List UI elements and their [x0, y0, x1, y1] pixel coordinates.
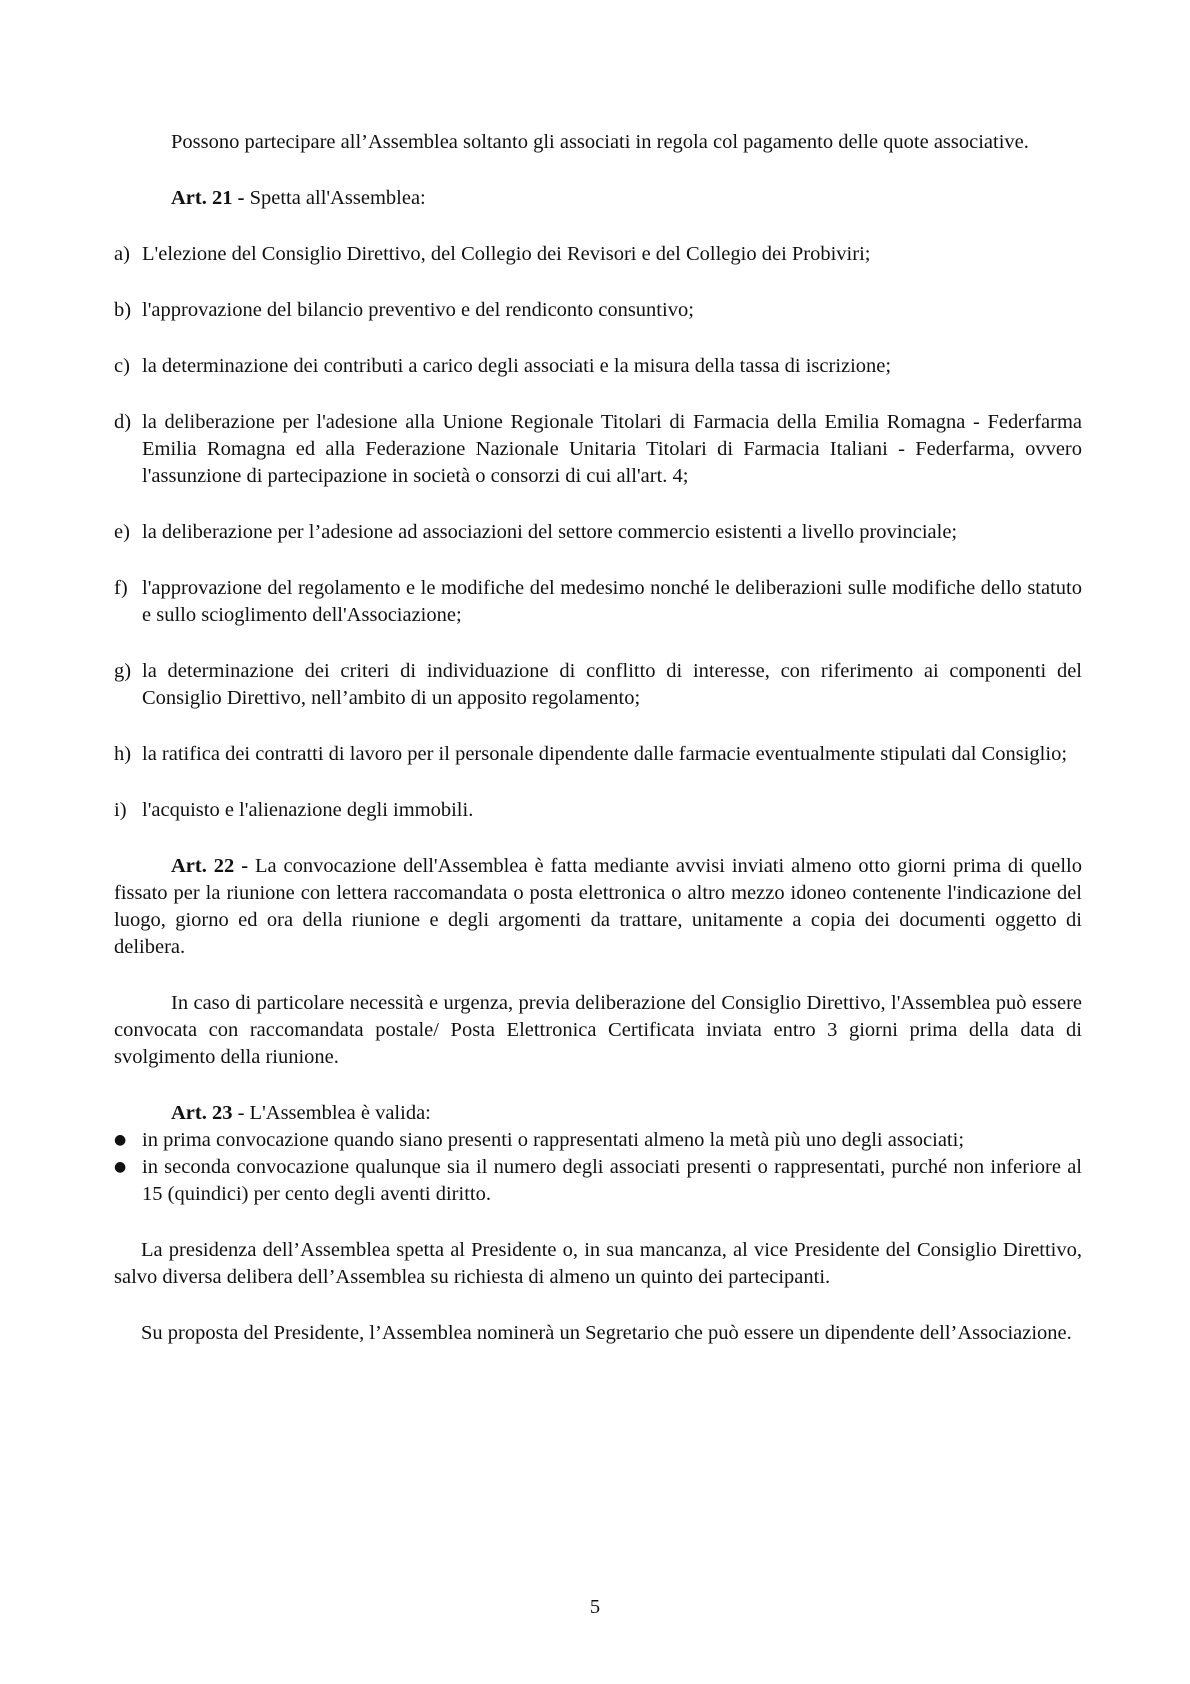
- list-item-text: la determinazione dei contributi a carico degli associati e la misura della tassa di iscrizione;: [142, 355, 892, 377]
- list-item-d: [114, 409, 1082, 490]
- list-item-text: la determinazione dei criteri di individuazione di conflitto di interesse, con riferimento ai componenti del Consiglio Direttivo, nell’ambito di un apposito regolamento;: [142, 660, 1082, 709]
- art-22-paragraph: [114, 853, 1082, 961]
- list-marker: g): [114, 660, 132, 682]
- list-item-text: la deliberazione per l’adesione ad associazioni del settore commercio esistenti a livello provinciale;: [142, 521, 958, 543]
- list-item-f: [114, 575, 1082, 629]
- art-23-heading: [114, 1100, 1082, 1127]
- bullet-item-prima-convocazione: [114, 1127, 1082, 1154]
- art-21-text: Spetta all'Assemblea:: [244, 187, 426, 209]
- list-item-text: L'elezione del Consiglio Direttivo, del Collegio dei Revisori e del Collegio dei Probiviri;: [142, 243, 871, 265]
- art-21-heading: [114, 185, 1082, 212]
- list-marker: c): [114, 355, 130, 377]
- list-marker: a): [114, 243, 130, 265]
- intro-paragraph: Possono partecipare all’Assemblea soltanto gli associati in regola col pagamento delle quote associative.: [171, 131, 1029, 153]
- page-number: 5: [589, 1596, 601, 1618]
- bullet-item-text: in seconda convocazione qualunque sia il numero degli associati presenti o rappresentati, purché non inferiore al 15 (quindici) per cento degli aventi diritto.: [142, 1156, 1082, 1205]
- art-23-label: Art. 23: [171, 1102, 233, 1124]
- art-21-label: Art. 21 -: [171, 187, 245, 209]
- list-item-text: la deliberazione per l'adesione alla Unione Regionale Titolari di Farmacia della Emilia Romagna - Federfarma Emilia Romagna ed alla Federazione Nazionale Unitaria Titolari di Farmacia Italiani - Federfarma, ovvero l'assunzione di partecipazione in società o consorzi di cui all'art. 4;: [142, 411, 1082, 487]
- list-item-text: l'approvazione del regolamento e le modifiche del medesimo nonché le deliberazioni sulle modifiche dello statuto e sullo scioglimento dell'Associazione;: [142, 577, 1082, 626]
- list-item-a: [114, 241, 1082, 268]
- list-item-i: [114, 797, 1082, 824]
- bullet-item-seconda-convocazione: [114, 1154, 1082, 1208]
- list-marker: i): [114, 799, 127, 821]
- art-23-text: - L'Assemblea è valida:: [232, 1102, 431, 1124]
- presidenza-paragraph: La presidenza dell’Assemblea spetta al Presidente o, in sua mancanza, al vice Presidente del Consiglio Direttivo, salvo diversa delibera dell’Assemblea su richiesta di almeno un quinto dei partecipanti.: [114, 1239, 1082, 1288]
- list-item-text: la ratifica dei contratti di lavoro per il personale dipendente dalle farmacie eventualmente stipulati dal Consiglio;: [142, 743, 1068, 765]
- segretario-paragraph: Su proposta del Presidente, l’Assemblea nominerà un Segretario che può essere un dipendente dell’Associazione.: [141, 1322, 1072, 1344]
- list-item-text: l'acquisto e l'alienazione degli immobili.: [142, 799, 474, 821]
- document-page: [114, 129, 1082, 1347]
- list-marker: d): [114, 411, 132, 433]
- list-item-g: [114, 658, 1082, 712]
- list-marker: f): [114, 577, 128, 599]
- list-marker: e): [114, 521, 130, 543]
- list-item-b: [114, 297, 1082, 324]
- bullet-icon: ●: [114, 1132, 127, 1148]
- list-item-text: l'approvazione del bilancio preventivo e del rendiconto consuntivo;: [142, 299, 694, 321]
- list-item-h: [114, 741, 1082, 768]
- art-22-label: Art. 22 -: [171, 855, 249, 877]
- bullet-item-text: in prima convocazione quando siano presenti o rappresentati almeno la metà più uno degli associati;: [142, 1129, 965, 1151]
- bullet-icon: ●: [114, 1159, 127, 1175]
- list-item-e: [114, 519, 1082, 546]
- list-item-c: [114, 353, 1082, 380]
- art-22-text: La convocazione dell'Assemblea è fatta mediante avvisi inviati almeno otto giorni prima di quello fissato per la riunione con lettera raccomandata o posta elettronica o altro mezzo idoneo contenente l'indicazione del luogo, giorno ed ora della riunione e degli argomenti da trattare, unitamente a copia dei documenti oggetto di delibera.: [114, 855, 1082, 958]
- list-marker: h): [114, 743, 132, 765]
- art-22-urgency-paragraph: In caso di particolare necessità e urgenza, previa deliberazione del Consiglio Direttivo, l'Assemblea può essere convocata con raccomandata postale/ Posta Elettronica Certificata inviata entro 3 giorni prima della data di svolgimento della riunione.: [114, 992, 1082, 1068]
- list-marker: b): [114, 299, 132, 321]
